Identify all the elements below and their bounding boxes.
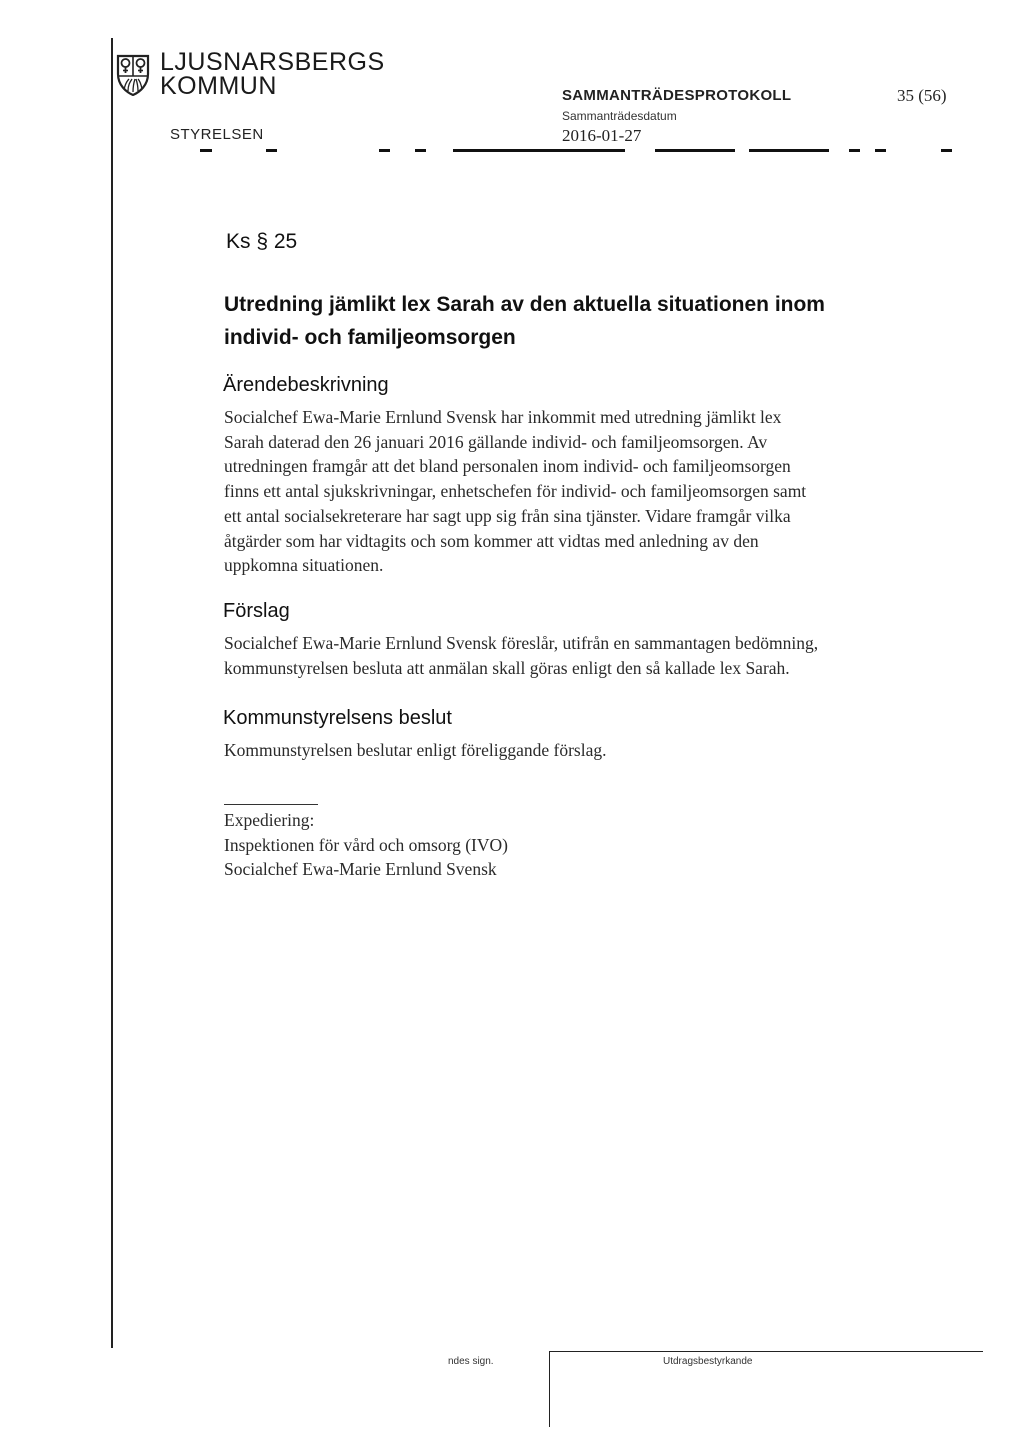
extract-certification-label: Utdragsbestyrkande [663, 1356, 753, 1367]
meeting-date: 2016-01-27 [562, 126, 642, 145]
coat-of-arms-icon [116, 52, 150, 96]
section-title-line2: individ- och familjeomsorgen [224, 326, 516, 349]
text-line: Kommunstyrelsen beslutar enligt föreliggande förslag. [224, 740, 607, 760]
text-line: Sarah daterad den 26 januari 2016 gällande individ- och familjeomsorgen. Av [224, 431, 768, 452]
footer-rule [549, 1351, 983, 1352]
beslut-heading: Kommunstyrelsens beslut [223, 707, 452, 729]
expediering-block [224, 808, 924, 882]
expediering-label: Expediering: [224, 810, 315, 830]
forslag-heading: Förslag [223, 600, 290, 622]
text-line: ett antal socialsekreterare har sagt upp sig från sina tjänster. Vidare framgår vilka [224, 505, 791, 526]
department-name: STYRELSEN [170, 126, 264, 143]
organization-name [160, 50, 385, 98]
arendebeskrivning-body [224, 405, 924, 578]
document-type: SAMMANTRÄDESPROTOKOLL [562, 87, 792, 104]
text-line: kommunstyrelsen besluta att anmälan skall göras enligt den så kallade lex Sarah. [224, 657, 790, 678]
text-line: åtgärder som har vidtagits och som kommer att vidtas med anledning av den [224, 530, 759, 551]
section-number: Ks § 25 [226, 230, 298, 253]
section-title [224, 288, 924, 354]
text-line: finns ett antal sjukskrivningar, enhetschefen för individ- och familjeomsorgen samt [224, 481, 807, 502]
beslut-body [224, 738, 924, 763]
section-title-line1: Utredning jämlikt lex Sarah av den aktuella situationen inom [224, 293, 825, 316]
forslag-body [224, 631, 924, 680]
organization-name-line1: LJUSNARSBERGS [160, 48, 385, 76]
page-number: 35 (56) [897, 86, 947, 105]
signature-label: ndes sign. [448, 1356, 494, 1367]
expediering-rule [224, 804, 318, 805]
footer-divider [549, 1351, 550, 1427]
arendebeskrivning-heading: Ärendebeskrivning [223, 374, 389, 396]
text-line: utredningen framgår att det bland personalen inom individ- och familjeomsorgen [224, 456, 791, 477]
expediering-recipient: Inspektionen för vård och omsorg (IVO) [224, 834, 508, 855]
organization-name-line2: KOMMUN [160, 72, 277, 100]
expediering-recipient: Socialchef Ewa-Marie Ernlund Svensk [224, 859, 497, 880]
meeting-date-label: Sammanträdesdatum [562, 109, 677, 123]
text-line: Socialchef Ewa-Marie Ernlund Svensk föreslår, utifrån en sammantagen bedömning, [224, 633, 819, 653]
margin-rule [111, 38, 113, 1348]
text-line: uppkomna situationen. [224, 555, 384, 576]
text-line: Socialchef Ewa-Marie Ernlund Svensk har inkommit med utredning jämlikt lex [224, 407, 782, 427]
